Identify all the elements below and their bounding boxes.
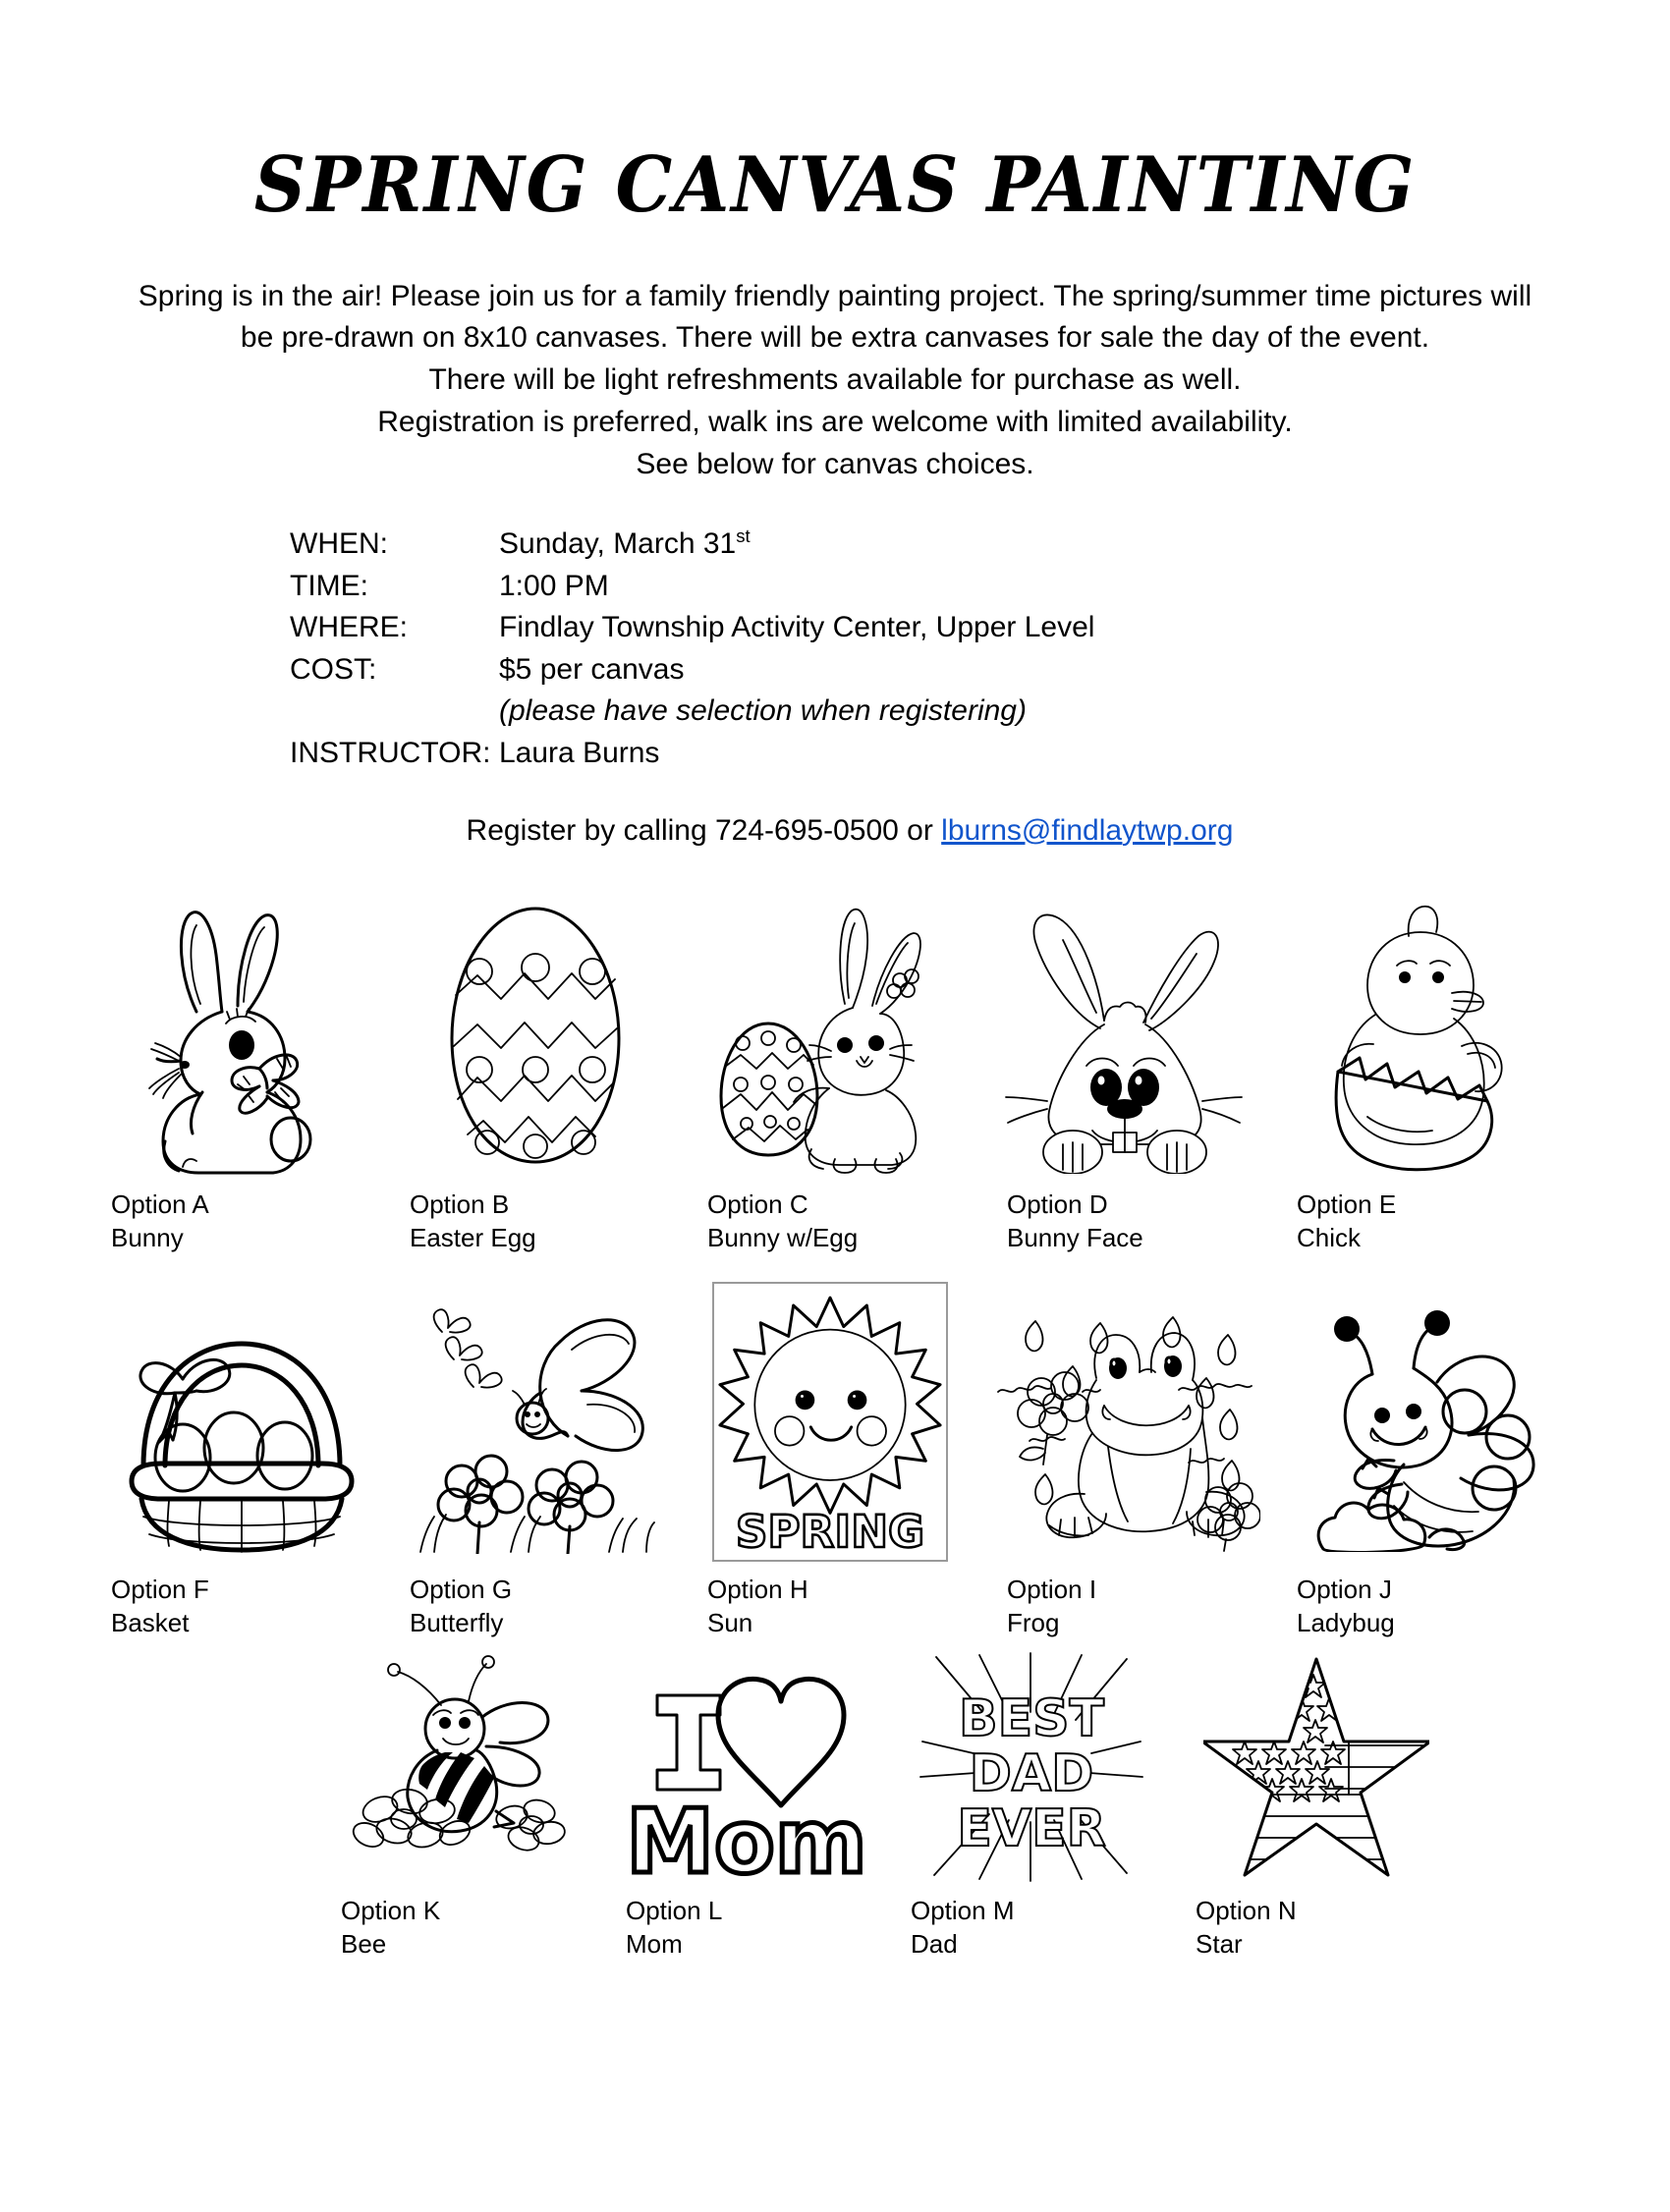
patriotic-star-line-art <box>1174 1644 1459 1890</box>
intro-line-5: See below for canvas choices. <box>636 448 1034 481</box>
register-text: Register by calling 724-695-0500 or <box>466 813 942 847</box>
option-caption-j <box>1272 1573 1395 1640</box>
chick-line-art <box>1272 889 1567 1184</box>
canvas-options-gallery <box>93 889 1577 1962</box>
event-details <box>290 524 1577 775</box>
option-letter-d: Option D <box>1007 1189 1108 1219</box>
time-value: 1:00 PM <box>499 569 609 602</box>
register-line <box>290 814 1577 848</box>
option-card-d[interactable] <box>977 889 1272 1255</box>
bunny-line-art <box>93 889 388 1184</box>
ladybug-line-art <box>1272 1274 1567 1569</box>
bee-line-art <box>319 1644 604 1890</box>
option-card-n[interactable] <box>1174 1644 1459 1962</box>
detail-row-when <box>290 524 1577 566</box>
intro-line-3: There will be light refreshments available for purchase as well. <box>428 363 1242 397</box>
options-row-1 <box>93 889 1577 1255</box>
when-value <box>499 524 1577 566</box>
option-caption-b <box>388 1188 536 1255</box>
best-dad-ever-line-art <box>889 1644 1174 1890</box>
option-caption-e <box>1272 1188 1396 1255</box>
page-title: SPRING CANVAS PAINTING <box>253 140 1417 231</box>
option-name-a: Bunny <box>111 1222 184 1252</box>
detail-row-cost <box>290 649 1577 691</box>
option-caption-g <box>388 1573 512 1640</box>
option-name-f: Basket <box>111 1608 190 1638</box>
option-card-i[interactable] <box>977 1274 1272 1640</box>
option-card-l[interactable] <box>604 1644 889 1962</box>
detail-row-where <box>290 607 1577 649</box>
option-letter-h: Option H <box>707 1575 808 1605</box>
option-caption-m <box>889 1894 1015 1962</box>
instructor-label: INSTRUCTOR: <box>290 736 491 769</box>
option-caption-l <box>604 1894 722 1962</box>
cost-label: COST: <box>290 652 377 686</box>
flyer-page <box>0 51 1670 2212</box>
mom-word: Mom <box>626 1790 867 1880</box>
option-caption-n <box>1174 1894 1297 1962</box>
option-name-i: Frog <box>1007 1608 1060 1638</box>
easter-basket-line-art <box>93 1274 388 1569</box>
intro-line-1: Spring is in the air! Please join us for a family friendly painting project. The spring/summer time pictures will <box>138 279 1532 312</box>
intro-line-2: be pre-drawn on 8x10 canvases. There will be extra canvases for sale the day of the event. <box>240 321 1430 355</box>
option-card-j[interactable] <box>1272 1274 1567 1640</box>
where-value: Findlay Township Activity Center, Upper Level <box>499 611 1095 644</box>
option-name-g: Butterfly <box>410 1608 504 1638</box>
option-name-d: Bunny Face <box>1007 1222 1143 1252</box>
dad-word-best: BEST <box>958 1689 1105 1749</box>
cost-value: $5 per canvas <box>499 652 685 686</box>
frog-line-art <box>977 1274 1272 1569</box>
option-name-n: Star <box>1196 1929 1243 1960</box>
options-row-3 <box>93 1644 1577 1962</box>
option-caption-k <box>319 1894 440 1962</box>
option-letter-e: Option E <box>1297 1189 1397 1219</box>
register-email-link[interactable]: lburns@findlaytwp.org <box>941 813 1234 847</box>
option-letter-b: Option B <box>410 1189 510 1219</box>
when-label: WHEN: <box>290 526 388 560</box>
bunny-with-egg-line-art <box>683 889 977 1184</box>
option-letter-l: Option L <box>626 1895 723 1925</box>
option-name-k: Bee <box>341 1929 387 1960</box>
option-name-h: Sun <box>707 1608 753 1638</box>
option-card-f[interactable] <box>93 1274 388 1640</box>
option-letter-i: Option I <box>1007 1575 1097 1605</box>
option-name-m: Dad <box>911 1929 958 1960</box>
detail-row-time <box>290 566 1577 608</box>
dad-word-dad: DAD <box>969 1744 1094 1804</box>
detail-row-cost-note <box>290 691 1577 733</box>
option-name-l: Mom <box>626 1929 683 1960</box>
option-letter-k: Option K <box>341 1895 441 1925</box>
i-heart-mom-line-art <box>604 1644 889 1890</box>
cost-note: (please have selection when registering) <box>499 694 1027 728</box>
option-caption-a <box>93 1188 209 1255</box>
dad-word-ever: EVER <box>957 1799 1106 1859</box>
easter-egg-line-art <box>388 889 683 1184</box>
option-caption-h <box>683 1573 808 1640</box>
where-label: WHERE: <box>290 611 408 644</box>
sun-spring-word: SPRING <box>735 1505 925 1558</box>
option-letter-m: Option M <box>911 1895 1015 1925</box>
intro-line-4: Registration is preferred, walk ins are welcome with limited availability. <box>377 406 1293 439</box>
option-letter-n: Option N <box>1196 1895 1297 1925</box>
option-caption-c <box>683 1188 858 1255</box>
option-card-a[interactable] <box>93 889 388 1255</box>
option-card-k[interactable] <box>319 1644 604 1962</box>
cost-note-spacer <box>290 691 499 733</box>
option-caption-f <box>93 1573 209 1640</box>
option-name-b: Easter Egg <box>410 1222 536 1252</box>
option-letter-a: Option A <box>111 1189 209 1219</box>
instructor-value: Laura Burns <box>499 736 660 769</box>
intro-paragraph <box>93 276 1577 486</box>
option-card-c[interactable] <box>683 889 977 1255</box>
options-row-2 <box>93 1274 1577 1640</box>
butterfly-line-art <box>388 1274 683 1569</box>
option-card-e[interactable] <box>1272 889 1567 1255</box>
option-name-j: Ladybug <box>1297 1608 1395 1638</box>
option-letter-f: Option F <box>111 1575 209 1605</box>
option-letter-j: Option J <box>1297 1575 1392 1605</box>
option-card-m[interactable] <box>889 1644 1174 1962</box>
option-caption-d <box>977 1188 1143 1255</box>
option-name-c: Bunny w/Egg <box>707 1222 859 1252</box>
option-caption-i <box>977 1573 1096 1640</box>
detail-row-instructor <box>290 733 1577 775</box>
option-name-e: Chick <box>1297 1222 1362 1252</box>
option-letter-g: Option G <box>410 1575 513 1605</box>
when-ordinal-suffix: st <box>736 525 751 546</box>
option-card-b[interactable] <box>388 889 683 1255</box>
time-label: TIME: <box>290 569 368 602</box>
bunny-face-line-art <box>977 889 1272 1184</box>
sun-spring-line-art <box>683 1274 977 1569</box>
option-letter-c: Option C <box>707 1189 808 1219</box>
option-card-h[interactable] <box>683 1274 977 1640</box>
when-date: Sunday, March 31 <box>499 526 737 560</box>
option-card-g[interactable] <box>388 1274 683 1640</box>
